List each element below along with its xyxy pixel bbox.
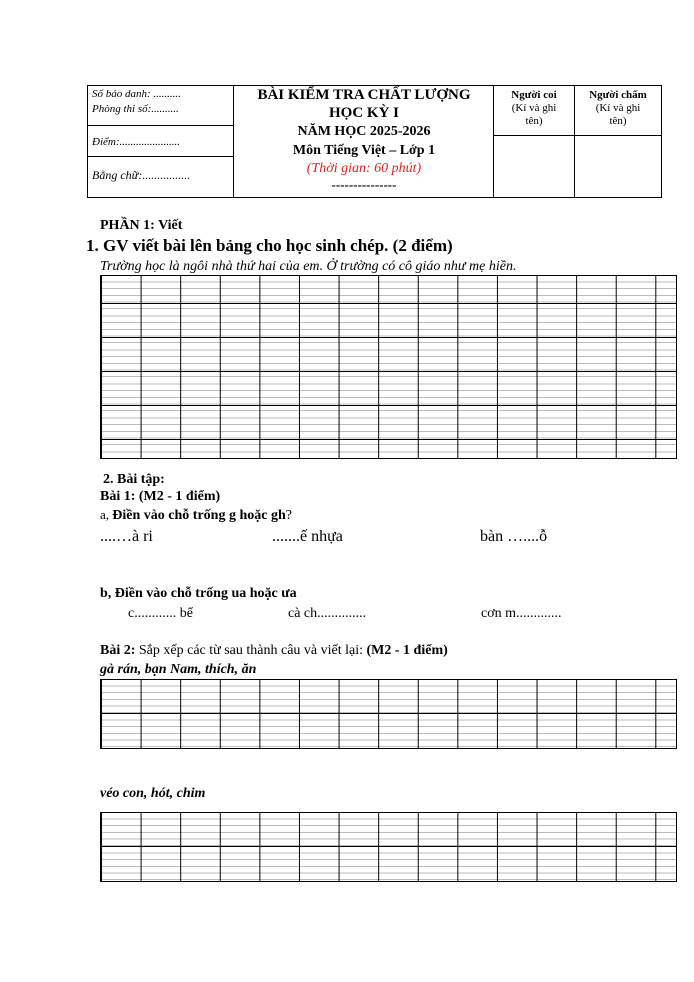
semester-title: HỌC KỲ I [328, 105, 399, 121]
score-words-field[interactable]: Bằng chữ:................ [92, 168, 191, 182]
divider [88, 156, 233, 157]
task1-title: 1. GV viết bài lên bảng cho học sinh chép. (2 điểm) [86, 236, 453, 255]
bai1a-question-mark: ? [285, 508, 292, 523]
grid-line [101, 337, 676, 338]
grid-line [101, 303, 676, 304]
fill-item-b3[interactable]: cơn m............. [481, 606, 562, 621]
bai1a-instruction [100, 507, 292, 524]
proctor-subtitle: (Kí và ghi tên) [511, 102, 557, 127]
header-table [87, 85, 662, 198]
grader-title: Người chấm [589, 89, 647, 101]
part1-heading: PHẦN 1: Viết [100, 218, 183, 233]
title-underline-dashes: --------------- [331, 177, 397, 192]
signature-divider [494, 135, 661, 136]
fill-item-a1[interactable]: ....…à ri [100, 528, 153, 545]
grid-line [101, 405, 676, 406]
room-field[interactable]: Phòng thi số:.......... [92, 103, 179, 115]
fill-item-a3[interactable]: bàn …....ỗ [480, 528, 548, 545]
bai1b-instruction: b, Điền vào chỗ trống ua hoặc ưa [100, 586, 297, 601]
bai2-label: Bài 2: [100, 643, 136, 658]
writing-grid-3[interactable] [100, 812, 677, 882]
writing-grid-1[interactable] [100, 275, 677, 459]
school-year: NĂM HỌC 2025-2026 [297, 124, 431, 139]
bai2-points: (M2 - 1 điểm) [366, 643, 448, 658]
fill-item-b2[interactable]: cà ch.............. [288, 606, 367, 621]
bai2-words-2: véo con, hót, chim [100, 786, 206, 801]
grid-line [101, 439, 676, 440]
bai1-title: Bài 1: (M2 - 1 điểm) [100, 489, 221, 504]
exam-title-block [234, 86, 494, 197]
candidate-info-column [88, 86, 234, 197]
writing-grid-2[interactable] [100, 679, 677, 749]
grid-line [101, 371, 676, 372]
exercises-heading: 2. Bài tập: [103, 472, 165, 487]
bai2-text: Sắp xếp các từ sau thành câu và viết lại: [135, 643, 367, 658]
proctor-title: Người coi [511, 89, 557, 101]
grid-line [101, 713, 676, 714]
divider [88, 125, 233, 126]
bai1a-prefix: a, [100, 507, 113, 522]
score-field[interactable]: Điểm:...................... [92, 136, 180, 148]
grader-subtitle: (Kí và ghi tên) [595, 102, 641, 127]
exam-duration: (Thời gian: 60 phút) [306, 161, 422, 176]
bai1a-text: Điền vào chỗ trống g hoặc gh [112, 508, 286, 523]
bai2-instruction [100, 643, 448, 659]
task1-copy-text: Trường học là ngôi nhà thứ hai của em. Ở trường có cô giáo như mẹ hiền. [100, 259, 517, 274]
fill-item-b1[interactable]: c............ bể [128, 606, 193, 621]
grid-line [101, 846, 676, 847]
exam-title: BÀI KIỂM TRA CHẤT LƯỢNG [257, 87, 471, 103]
subject-title: Môn Tiếng Việt – Lớp 1 [292, 143, 436, 158]
proctor-column [494, 86, 575, 197]
fill-item-a2[interactable]: .......ế nhựa [272, 528, 343, 545]
candidate-number-field[interactable]: Số báo danh: .......... [92, 88, 181, 100]
bai2-words-1: gà rán, bạn Nam, thích, ăn [100, 662, 257, 677]
grader-column [575, 86, 661, 197]
